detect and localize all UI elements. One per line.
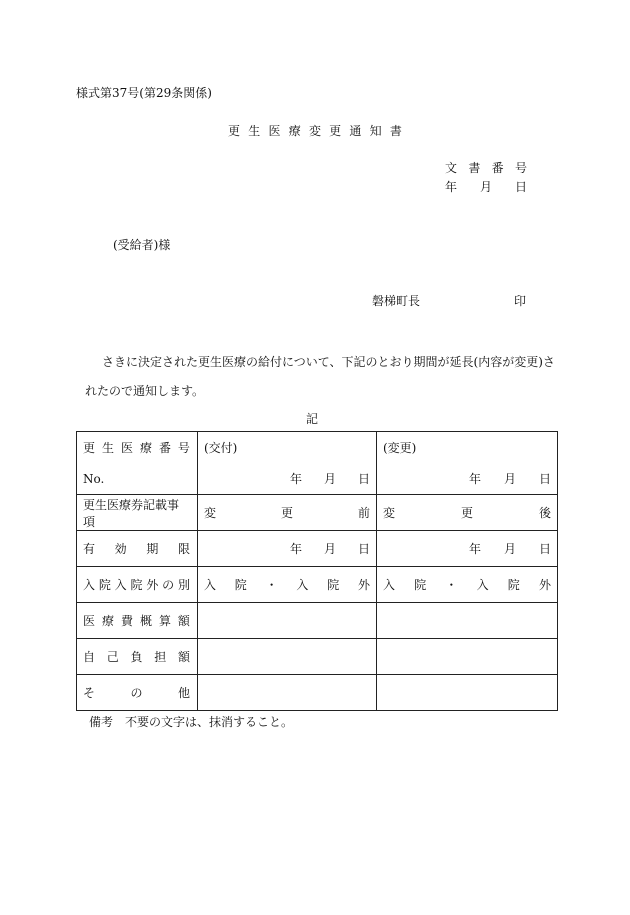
cell-char: ・ <box>265 578 278 592</box>
cell-self-pay-left <box>198 639 377 675</box>
label-char: 己 <box>106 650 119 664</box>
date-day: 日 <box>514 180 527 194</box>
table-row-other <box>77 675 558 711</box>
date-year: 年 <box>290 542 303 556</box>
cell-after <box>377 495 558 531</box>
body-line-1: さきに決定された更生医療の給付について、下記のとおり期間が延長(内容が変更)さ <box>102 355 555 369</box>
date-month: 月 <box>479 180 492 194</box>
label-char: 外 <box>146 578 159 592</box>
cell-char: 院 <box>414 578 427 592</box>
title-char: 通 <box>349 124 362 138</box>
cell-change <box>377 432 558 495</box>
label-char: 自 <box>83 650 96 664</box>
label-medical-number <box>77 432 198 495</box>
label-self-pay <box>77 639 198 675</box>
label-char: 番 <box>158 441 171 455</box>
cell-char: 入 <box>296 578 309 592</box>
label-char: 医 <box>83 614 96 628</box>
date-day: 日 <box>538 542 551 556</box>
label-char: 療 <box>139 441 152 455</box>
label-ticket-items <box>77 495 198 531</box>
cell-char: 変 <box>383 506 396 520</box>
date-month: 月 <box>503 472 516 486</box>
cell-estimated-cost-right <box>377 603 558 639</box>
ki-heading: 記 <box>306 412 319 426</box>
seal-mark: 印 <box>514 294 527 308</box>
label-char: 期 <box>146 542 159 556</box>
date-year: 年 <box>469 472 482 486</box>
date-day: 日 <box>357 472 370 486</box>
label-char: 医 <box>120 441 133 455</box>
label-char: 限 <box>177 542 190 556</box>
doc-number-char: 番 <box>491 161 504 175</box>
label-char: 他 <box>177 686 190 700</box>
title-char: 知 <box>369 124 382 138</box>
label-text: 更生医療券記載事項 <box>83 497 180 529</box>
body-line-2: れたので通知します。 <box>85 384 205 398</box>
table-row-estimated-cost <box>77 603 558 639</box>
table-row-validity <box>77 531 558 567</box>
label-estimated-cost <box>77 603 198 639</box>
date-day: 日 <box>357 542 370 556</box>
doc-number-char: 号 <box>514 161 527 175</box>
label-char: の <box>130 686 143 700</box>
cell-issue <box>198 432 377 495</box>
date-month: 月 <box>323 542 336 556</box>
date-day: 日 <box>538 472 551 486</box>
recipient: (受給者)様 <box>113 238 171 252</box>
label-char: 生 <box>101 441 114 455</box>
cell-char: 外 <box>538 578 551 592</box>
title-char: 更 <box>329 124 342 138</box>
table-row-inpatient <box>77 567 558 603</box>
cell-char: 入 <box>204 578 217 592</box>
label-char: 更 <box>83 441 96 455</box>
cell-inpatient-left <box>198 567 377 603</box>
doc-number-char: 書 <box>468 161 481 175</box>
cell-char: 外 <box>357 578 370 592</box>
label-char: 担 <box>154 650 167 664</box>
label-char: 額 <box>177 614 190 628</box>
title-char: 生 <box>248 124 261 138</box>
label-char: 別 <box>177 578 190 592</box>
cell-char: 後 <box>538 506 551 520</box>
document-title <box>228 122 402 139</box>
document-date <box>445 178 527 195</box>
cell-char: 前 <box>357 506 370 520</box>
label-other <box>77 675 198 711</box>
title-char: 医 <box>268 124 281 138</box>
cell-char: 更 <box>280 506 293 520</box>
table-row-medical-number <box>77 432 558 495</box>
cell-char: 院 <box>234 578 247 592</box>
title-char: 書 <box>389 124 402 138</box>
cell-char: 更 <box>460 506 473 520</box>
label-char: そ <box>83 686 96 700</box>
title-char: 療 <box>288 124 301 138</box>
cell-validity-right <box>377 531 558 567</box>
cell-inpatient-right <box>377 567 558 603</box>
title-char: 更 <box>228 124 241 138</box>
table-row-self-pay <box>77 639 558 675</box>
cell-other-left <box>198 675 377 711</box>
cell-char: ・ <box>445 578 458 592</box>
table-row-ticket-items <box>77 495 558 531</box>
label-char: 算 <box>158 614 171 628</box>
label-char: 療 <box>101 614 114 628</box>
label-char: 額 <box>177 650 190 664</box>
date-month: 月 <box>503 542 516 556</box>
cell-self-pay-right <box>377 639 558 675</box>
date-year: 年 <box>469 542 482 556</box>
label-no: No. <box>83 471 105 486</box>
issue-label: (交付) <box>204 441 238 455</box>
label-char: 効 <box>114 542 127 556</box>
label-char: 有 <box>83 542 96 556</box>
date-month: 月 <box>323 472 336 486</box>
notification-table <box>76 431 558 711</box>
title-char: 変 <box>308 124 321 138</box>
label-char: 院 <box>130 578 143 592</box>
cell-char: 院 <box>327 578 340 592</box>
cell-char: 院 <box>507 578 520 592</box>
cell-other-right <box>377 675 558 711</box>
label-inpatient <box>77 567 198 603</box>
cell-char: 変 <box>204 506 217 520</box>
label-char: 院 <box>98 578 111 592</box>
cell-before <box>198 495 377 531</box>
doc-number-char: 文 <box>445 161 458 175</box>
label-char: 入 <box>83 578 96 592</box>
remarks-note: 備考 不要の文字は、抹消すること。 <box>89 715 294 729</box>
document-number-label <box>445 159 527 176</box>
label-validity <box>77 531 198 567</box>
form-number: 様式第37号(第29条関係) <box>76 86 212 100</box>
cell-estimated-cost-left <box>198 603 377 639</box>
label-char: 入 <box>114 578 127 592</box>
label-char: 号 <box>177 441 190 455</box>
cell-char: 入 <box>383 578 396 592</box>
date-year: 年 <box>290 472 303 486</box>
label-char: 概 <box>139 614 152 628</box>
change-label: (変更) <box>383 441 417 455</box>
label-char: 負 <box>130 650 143 664</box>
cell-char: 入 <box>476 578 489 592</box>
label-char: 費 <box>120 614 133 628</box>
issuer-name: 磐梯町長 <box>372 294 421 308</box>
cell-validity-left <box>198 531 377 567</box>
label-char: の <box>162 578 175 592</box>
date-year: 年 <box>445 180 458 194</box>
